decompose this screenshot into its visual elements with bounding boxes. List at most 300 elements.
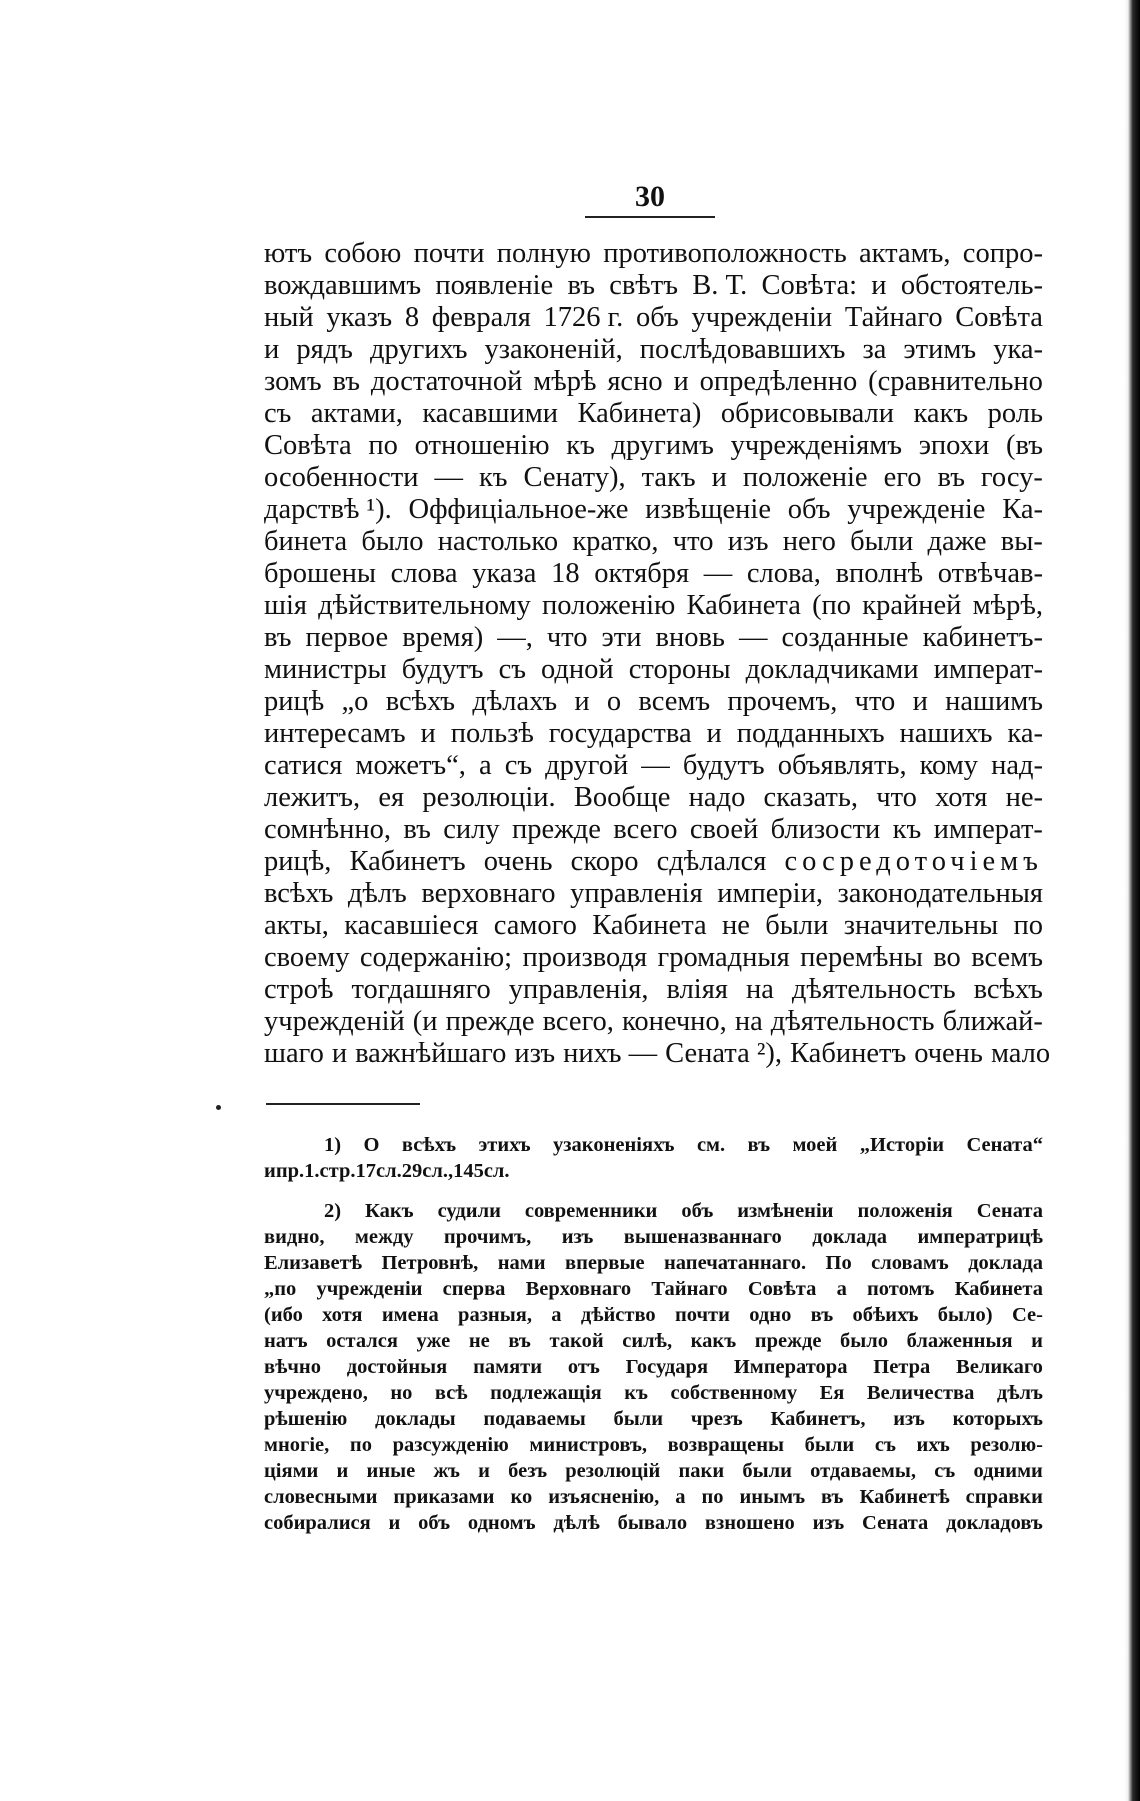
word: приказами xyxy=(393,1486,495,1508)
word: всѣхъ xyxy=(385,686,456,717)
word: будутъ xyxy=(682,750,765,781)
text-line xyxy=(264,366,1043,398)
word: и xyxy=(711,462,727,493)
word: и xyxy=(478,1460,490,1482)
word: октября xyxy=(594,558,690,589)
word: что xyxy=(876,782,917,813)
word: учрежденіи xyxy=(691,302,833,333)
word: къ xyxy=(566,430,595,461)
word: и xyxy=(673,366,689,397)
word: вы- xyxy=(1000,526,1043,557)
word: и xyxy=(574,686,590,717)
word: а xyxy=(478,750,492,781)
word: сперва xyxy=(442,1278,506,1300)
text-line xyxy=(264,750,1043,782)
word: ближай- xyxy=(942,1006,1043,1037)
word: нашихъ xyxy=(899,718,993,749)
word: было xyxy=(361,526,424,557)
word: этихъ xyxy=(478,1134,531,1156)
word: стр. xyxy=(319,1160,356,1182)
word: самого xyxy=(493,910,577,941)
word: 8 xyxy=(404,302,420,333)
word: были xyxy=(850,526,914,557)
word: послѣдовавшихъ xyxy=(639,334,846,365)
word: тогдашняго xyxy=(351,974,491,1005)
word: и xyxy=(331,1038,348,1069)
word: обрисовывали xyxy=(720,398,895,429)
word: извѣщеніе xyxy=(645,494,771,525)
word: слова, xyxy=(746,558,821,589)
word: В. Т. xyxy=(692,270,748,301)
word: были xyxy=(742,1460,792,1482)
text-line xyxy=(264,910,1043,942)
word: прочимъ, xyxy=(443,1226,532,1248)
word: — xyxy=(738,622,768,653)
word: касавшіеся xyxy=(344,910,479,941)
word: было) xyxy=(937,1304,993,1326)
word: ясно xyxy=(607,366,663,397)
word: мѣрѣ, xyxy=(972,590,1043,621)
word: и xyxy=(912,686,928,717)
word: особенности xyxy=(264,462,419,493)
word: бывало xyxy=(617,1512,688,1534)
word: изъясненію, xyxy=(548,1486,660,1508)
word: докладовъ xyxy=(946,1512,1043,1534)
word: 1. xyxy=(304,1160,320,1182)
word: скоро xyxy=(570,846,639,877)
word: нашимъ xyxy=(945,686,1043,717)
word: актами, xyxy=(310,398,403,429)
word: 18 xyxy=(551,558,580,589)
word: къ xyxy=(478,462,508,493)
word: (по xyxy=(812,590,852,621)
word: (сравнительно xyxy=(868,366,1043,397)
word: съ xyxy=(874,1434,896,1456)
word: доклада xyxy=(968,1252,1043,1274)
word: докладчиками xyxy=(745,654,919,685)
word: актамъ, xyxy=(859,238,951,269)
word: обстоятель- xyxy=(900,270,1043,301)
word: справки xyxy=(965,1486,1043,1508)
word: на xyxy=(734,1006,763,1037)
word: всего, xyxy=(542,1006,614,1037)
word: положенію xyxy=(541,590,676,621)
word: 1726 г. xyxy=(543,302,624,333)
word: изъ xyxy=(893,1408,925,1430)
footnote-line xyxy=(264,1380,1043,1406)
word: стороны xyxy=(628,654,731,685)
word: Оффиціальное-же xyxy=(408,494,629,525)
word: ихъ xyxy=(916,1434,950,1456)
word: февраля xyxy=(431,302,531,333)
word: Сенату), xyxy=(523,462,626,493)
word: измѣненіи xyxy=(737,1200,834,1222)
word: были xyxy=(765,910,829,941)
word: узаконеніяхъ xyxy=(553,1134,675,1156)
word: имена xyxy=(381,1304,439,1326)
word: а xyxy=(675,1486,686,1508)
word: рядъ xyxy=(296,334,353,365)
word: перемѣны xyxy=(800,942,923,973)
text-line xyxy=(264,1006,1043,1038)
word: ка- xyxy=(1007,718,1043,749)
word: по xyxy=(368,430,398,461)
word: не xyxy=(468,1330,490,1352)
margin-dot xyxy=(216,1105,221,1110)
word: ея xyxy=(378,782,405,813)
word: какъ xyxy=(913,398,969,429)
word: вліяя xyxy=(666,974,728,1005)
word: по xyxy=(701,1486,724,1508)
footnote-line xyxy=(264,1354,1043,1380)
word: „по xyxy=(264,1278,297,1300)
word: будутъ xyxy=(401,654,484,685)
word: отвѣчав- xyxy=(937,558,1043,589)
word: рицѣ xyxy=(264,686,325,717)
word: ютъ xyxy=(264,238,313,269)
word: за xyxy=(862,334,887,365)
word: императрицѣ xyxy=(917,1226,1043,1248)
word: близости xyxy=(770,814,881,845)
word: и xyxy=(1031,1330,1043,1352)
word: по xyxy=(1013,910,1043,941)
word: кратко, xyxy=(572,526,659,557)
word: обѣихъ xyxy=(852,1304,919,1326)
word: словамъ xyxy=(871,1252,949,1274)
word: сосредоточіемъ xyxy=(784,846,1043,877)
word: время) xyxy=(402,622,484,653)
word: Какъ xyxy=(365,1200,414,1222)
word: объ xyxy=(418,1512,451,1534)
word: одной xyxy=(541,654,614,685)
word: касавшими xyxy=(422,398,558,429)
word: всѣхъ xyxy=(973,974,1043,1005)
word: Кабинета xyxy=(686,590,801,621)
word: судили xyxy=(437,1200,501,1222)
word: первое xyxy=(305,622,389,653)
word: учрежденіе xyxy=(847,494,986,525)
word: положенія xyxy=(857,1200,953,1222)
word: между xyxy=(354,1226,414,1248)
word: словесными xyxy=(264,1486,378,1508)
word: другой xyxy=(545,750,629,781)
word: были xyxy=(613,1408,664,1430)
word: пр. xyxy=(275,1160,305,1182)
word: иные xyxy=(366,1460,416,1482)
word: изъ xyxy=(514,1038,556,1069)
word: вышеназваннаго xyxy=(623,1226,782,1248)
word: шія xyxy=(264,590,307,621)
footnote-line xyxy=(264,1458,1043,1484)
word: всѣхъ xyxy=(401,1134,457,1156)
word: прежде xyxy=(511,814,601,845)
word: вождавшимъ xyxy=(264,270,422,301)
word: Кабинета xyxy=(592,910,707,941)
word: чрезъ xyxy=(690,1408,743,1430)
word: впервые xyxy=(565,1252,645,1274)
word: почти xyxy=(674,1304,730,1326)
word: но xyxy=(390,1382,413,1404)
word: производя xyxy=(522,942,648,973)
word: сл. xyxy=(483,1160,510,1182)
word: мало xyxy=(990,1038,1051,1069)
footnote-line xyxy=(264,1484,1043,1510)
word: брошены xyxy=(264,558,376,589)
word: даже xyxy=(927,526,987,557)
word: настолько xyxy=(437,526,559,557)
word: и xyxy=(706,718,722,749)
text-line xyxy=(264,494,1043,526)
word: по xyxy=(349,1434,372,1456)
word: и xyxy=(388,1512,401,1534)
word: 1) xyxy=(324,1134,342,1156)
word: хотя xyxy=(935,782,988,813)
word: отношенію xyxy=(414,430,550,461)
footnote-line xyxy=(264,1198,1043,1224)
text-line xyxy=(264,814,1043,846)
word: своей xyxy=(689,814,759,845)
word: своему xyxy=(264,942,350,973)
word: учрежденій xyxy=(264,1006,405,1037)
word: и xyxy=(420,718,436,749)
word: на xyxy=(745,974,774,1005)
word: зомъ xyxy=(264,366,322,397)
word: инымъ xyxy=(739,1486,806,1508)
word: одно xyxy=(749,1304,792,1326)
word: другимъ xyxy=(611,430,714,461)
word: строѣ xyxy=(264,974,334,1005)
word: мѣрѣ xyxy=(533,366,597,397)
word: Кабинетъ xyxy=(790,1038,907,1069)
text-line xyxy=(264,526,1043,558)
footnote-line xyxy=(264,1276,1043,1302)
word: шаго xyxy=(264,1038,324,1069)
word: изъ xyxy=(561,1226,594,1248)
word: къ xyxy=(624,1382,648,1404)
word: дѣлѣ xyxy=(553,1512,600,1534)
word: государства xyxy=(548,718,692,749)
word: дѣлъ xyxy=(996,1382,1043,1404)
word: сл. xyxy=(375,1160,402,1182)
word: объ xyxy=(787,494,831,525)
word: Елизаветѣ xyxy=(264,1252,363,1274)
word: полную xyxy=(496,238,591,269)
word: въ xyxy=(508,1330,531,1352)
word: императ- xyxy=(933,654,1043,685)
word: потомъ xyxy=(867,1278,935,1300)
word: изъ xyxy=(812,1512,845,1534)
word: роль xyxy=(987,398,1043,429)
word: остался xyxy=(326,1330,398,1352)
word: его xyxy=(883,462,922,493)
word: всемъ xyxy=(971,942,1043,973)
word: достойныя xyxy=(346,1356,448,1378)
word: громадныя xyxy=(657,942,790,973)
word: учрежденіямъ xyxy=(730,430,902,461)
word: него xyxy=(782,526,836,557)
word: многіе, xyxy=(264,1434,330,1456)
word: см. xyxy=(696,1134,726,1156)
word: пользѣ xyxy=(450,718,534,749)
word: Государя xyxy=(625,1356,709,1378)
text-line xyxy=(264,238,1043,270)
word: взношено xyxy=(704,1512,795,1534)
word: натъ xyxy=(264,1330,308,1352)
word: свѣтъ xyxy=(609,270,678,301)
word: указъ xyxy=(326,302,393,333)
word: Петра xyxy=(873,1356,931,1378)
word: учреждено, xyxy=(264,1382,368,1404)
word: возвращены xyxy=(667,1434,785,1456)
word: противоположность xyxy=(603,238,847,269)
word: собственному xyxy=(670,1382,798,1404)
word: можетъ“, xyxy=(355,750,466,781)
word: всемъ xyxy=(638,686,711,717)
word: (и xyxy=(412,1006,438,1037)
word: надо xyxy=(688,782,746,813)
word: и xyxy=(336,1460,349,1482)
word: доклады xyxy=(375,1408,456,1430)
text-line xyxy=(264,430,1043,462)
word: появленіе xyxy=(435,270,554,301)
word: въ xyxy=(937,462,965,493)
word: узаконеній, xyxy=(484,334,623,365)
word: дѣлахъ xyxy=(472,686,558,717)
footnote-line xyxy=(264,1250,1043,1276)
word: рѣшенію xyxy=(264,1408,348,1430)
word: Петровнѣ, xyxy=(381,1252,479,1274)
word: а xyxy=(551,1304,562,1326)
word: дарствѣ ¹). xyxy=(264,494,392,525)
word: видно, xyxy=(264,1226,325,1248)
word: — xyxy=(641,750,670,781)
footnotes xyxy=(264,1132,1043,1536)
word: объ xyxy=(635,302,679,333)
word: очень xyxy=(483,846,553,877)
word: императ- xyxy=(933,814,1043,845)
text-line xyxy=(264,878,1043,910)
word: вполнѣ xyxy=(835,558,924,589)
word: съ xyxy=(504,750,533,781)
word: что xyxy=(546,622,588,653)
footnote-separator xyxy=(266,1103,420,1105)
word: Кабинета xyxy=(954,1278,1043,1300)
word: дѣйство xyxy=(580,1304,656,1326)
word: Сената“ xyxy=(966,1134,1043,1156)
word: Величества xyxy=(866,1382,975,1404)
word: какъ xyxy=(690,1330,737,1352)
word: сл., xyxy=(422,1160,454,1182)
text-line xyxy=(264,462,1043,494)
word: кабинетъ- xyxy=(922,622,1043,653)
word: положеніе xyxy=(742,462,868,493)
word: которыхъ xyxy=(952,1408,1043,1430)
word: силу xyxy=(443,814,500,845)
word: силѣ, xyxy=(622,1330,673,1352)
word: (въ xyxy=(1005,430,1043,461)
word: О xyxy=(363,1134,380,1156)
word: ука- xyxy=(993,334,1043,365)
word: а xyxy=(836,1278,847,1300)
word: имперіи, xyxy=(717,878,823,909)
word: прочемъ, xyxy=(727,686,838,717)
word: объявлять, xyxy=(777,750,907,781)
footnote-line xyxy=(264,1328,1043,1354)
text-line xyxy=(264,302,1043,334)
word: Вообще xyxy=(573,782,671,813)
text-line xyxy=(264,686,1043,718)
footnote-line xyxy=(264,1406,1043,1432)
word: ціями xyxy=(264,1460,319,1482)
word: сдѣлался xyxy=(656,846,767,877)
word: опредѣленно xyxy=(699,366,858,397)
word: одномъ xyxy=(467,1512,536,1534)
word: Се- xyxy=(1011,1304,1043,1326)
word: Совѣта: xyxy=(761,270,858,301)
text-line xyxy=(264,846,1043,878)
text-line xyxy=(264,590,1043,622)
word: разсужденію xyxy=(392,1434,509,1456)
text-line xyxy=(264,398,1043,430)
footnote-gap xyxy=(264,1184,1043,1198)
word: дѣятельность xyxy=(770,1006,935,1037)
text-line xyxy=(264,718,1043,750)
word: вновь xyxy=(655,622,725,653)
word: дѣлъ xyxy=(347,878,407,909)
word: что xyxy=(854,686,896,717)
word: блаженныя xyxy=(906,1330,1013,1352)
word: такой xyxy=(549,1330,604,1352)
word: Верховнаго xyxy=(525,1278,632,1300)
scan-right-edge xyxy=(1124,0,1140,1801)
main-text xyxy=(264,238,1051,1070)
word: подаваемы xyxy=(483,1408,586,1430)
word: жъ xyxy=(433,1460,460,1482)
word: почти xyxy=(413,238,485,269)
word: отдаваемы, xyxy=(810,1460,917,1482)
word: Сената xyxy=(976,1200,1043,1222)
word: достаточной xyxy=(370,366,523,397)
word: резолю- xyxy=(970,1434,1043,1456)
word: всего xyxy=(613,814,678,845)
page-number: 30 xyxy=(635,180,665,213)
word: въ xyxy=(810,1304,834,1326)
word: прежде xyxy=(754,1330,822,1352)
word: было xyxy=(840,1330,889,1352)
page-number-rule xyxy=(585,216,715,218)
text-line xyxy=(264,334,1043,366)
word: и xyxy=(264,1160,276,1182)
word: нами xyxy=(497,1252,546,1274)
word: крайней xyxy=(862,590,962,621)
word: министры xyxy=(264,654,387,685)
text-line xyxy=(264,558,1043,590)
word: Кабинетѣ xyxy=(859,1486,950,1508)
word: доклада xyxy=(812,1226,888,1248)
word: хотя xyxy=(322,1304,363,1326)
word: такъ xyxy=(641,462,696,493)
word: были xyxy=(804,1434,855,1456)
word: Совѣта xyxy=(747,1278,817,1300)
word: акты, xyxy=(264,910,329,941)
footnote-line xyxy=(264,1510,1043,1536)
word: Совѣта xyxy=(955,302,1043,333)
word: бинета xyxy=(264,526,348,557)
word: дѣятельность xyxy=(791,974,956,1005)
word: къ xyxy=(892,814,922,845)
word: — xyxy=(703,558,733,589)
word: верховнаго xyxy=(421,878,556,909)
